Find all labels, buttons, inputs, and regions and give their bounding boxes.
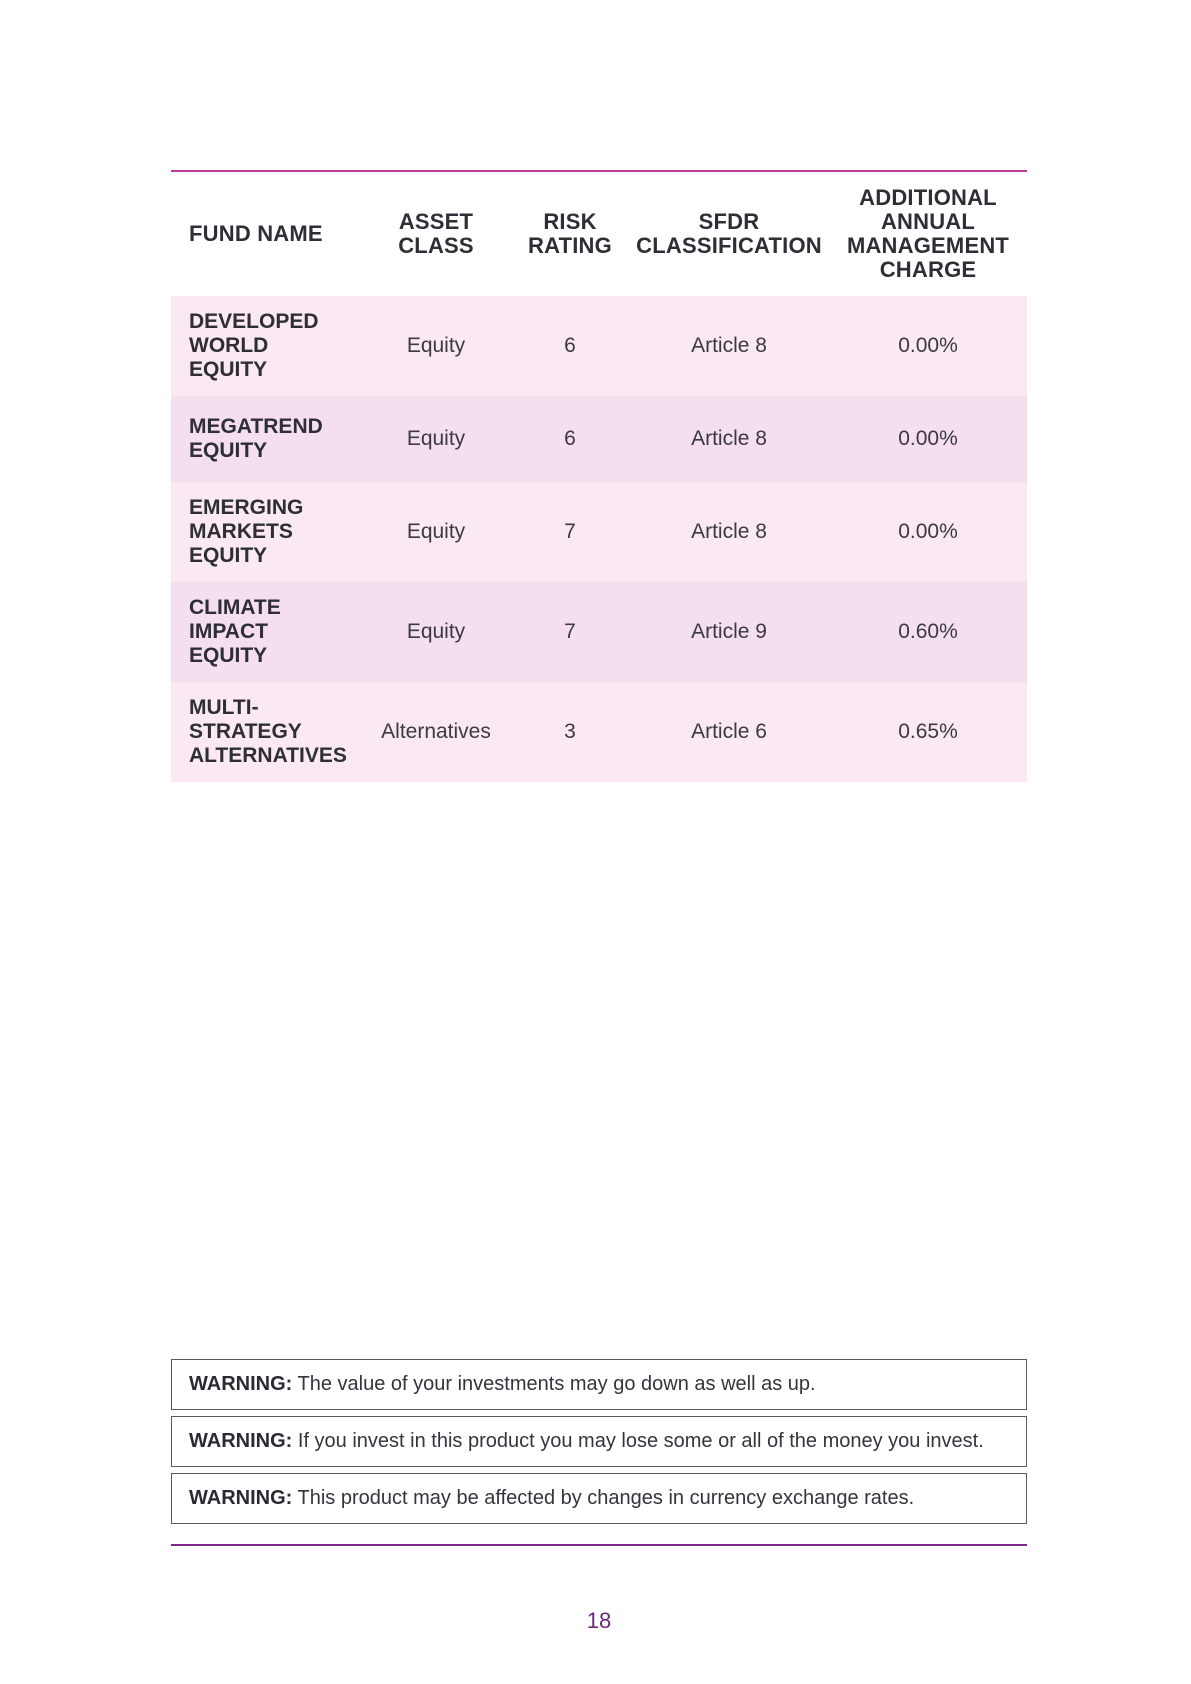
fund-table bbox=[171, 172, 1027, 782]
fund-table-container bbox=[171, 170, 1027, 782]
warning-text: This product may be affected by changes in currency exchange rates. bbox=[292, 1487, 915, 1509]
header-annual-management-charge: ADDITIONAL ANNUAL MANAGEMENT CHARGE bbox=[846, 185, 1010, 282]
risk-rating-cell: 3 bbox=[564, 720, 576, 743]
header-risk-rating: RISK RATING bbox=[528, 209, 612, 258]
management-charge-cell: 0.65% bbox=[898, 720, 958, 743]
asset-class-cell: Alternatives bbox=[381, 720, 491, 743]
bottom-divider bbox=[171, 1544, 1027, 1546]
warning-label: WARNING: bbox=[189, 1430, 293, 1452]
risk-rating-cell: 6 bbox=[564, 427, 576, 450]
management-charge-cell: 0.00% bbox=[898, 334, 958, 357]
sfdr-classification-cell: Article 8 bbox=[691, 520, 767, 543]
management-charge-cell: 0.60% bbox=[898, 620, 958, 643]
risk-rating-cell: 7 bbox=[564, 620, 576, 643]
asset-class-cell: Equity bbox=[406, 620, 466, 643]
table-header-row bbox=[171, 172, 1027, 296]
warning-text: The value of your investments may go down as well as up. bbox=[292, 1373, 816, 1395]
table-row bbox=[171, 396, 1027, 482]
header-asset-class: ASSET CLASS bbox=[398, 209, 474, 258]
table-row bbox=[171, 582, 1027, 682]
sfdr-classification-cell: Article 8 bbox=[691, 334, 767, 357]
table-row bbox=[171, 296, 1027, 396]
risk-warnings bbox=[171, 1359, 1027, 1530]
risk-rating-cell: 7 bbox=[564, 520, 576, 543]
table-row bbox=[171, 682, 1027, 782]
sfdr-classification-cell: Article 8 bbox=[691, 427, 767, 450]
asset-class-cell: Equity bbox=[406, 427, 466, 450]
warning-box-currency-risk bbox=[171, 1473, 1027, 1524]
management-charge-cell: 0.00% bbox=[898, 427, 958, 450]
fund-name-cell: EMERGING MARKETS EQUITY bbox=[189, 496, 304, 567]
warning-label: WARNING: bbox=[189, 1487, 293, 1509]
fund-name-cell: MULTI-STRATEGY ALTERNATIVES bbox=[189, 696, 347, 767]
fund-name-cell: CLIMATE IMPACT EQUITY bbox=[189, 596, 281, 667]
risk-rating-cell: 6 bbox=[564, 334, 576, 357]
page-number: 18 bbox=[586, 1608, 612, 1633]
asset-class-cell: Equity bbox=[406, 334, 466, 357]
management-charge-cell: 0.00% bbox=[898, 520, 958, 543]
table-row bbox=[171, 482, 1027, 582]
warning-box-investment-value bbox=[171, 1359, 1027, 1410]
warning-text: If you invest in this product you may lose some or all of the money you invest. bbox=[292, 1430, 984, 1452]
fund-name-cell: MEGATREND EQUITY bbox=[189, 415, 323, 462]
sfdr-classification-cell: Article 9 bbox=[691, 620, 767, 643]
header-fund-name: FUND NAME bbox=[189, 221, 323, 246]
sfdr-classification-cell: Article 6 bbox=[691, 720, 767, 743]
asset-class-cell: Equity bbox=[406, 520, 466, 543]
warning-box-capital-loss bbox=[171, 1416, 1027, 1467]
warning-label: WARNING: bbox=[189, 1373, 293, 1395]
fund-name-cell: DEVELOPED WORLD EQUITY bbox=[189, 310, 319, 381]
header-sfdr-classification: SFDR CLASSIFICATION bbox=[636, 209, 822, 258]
